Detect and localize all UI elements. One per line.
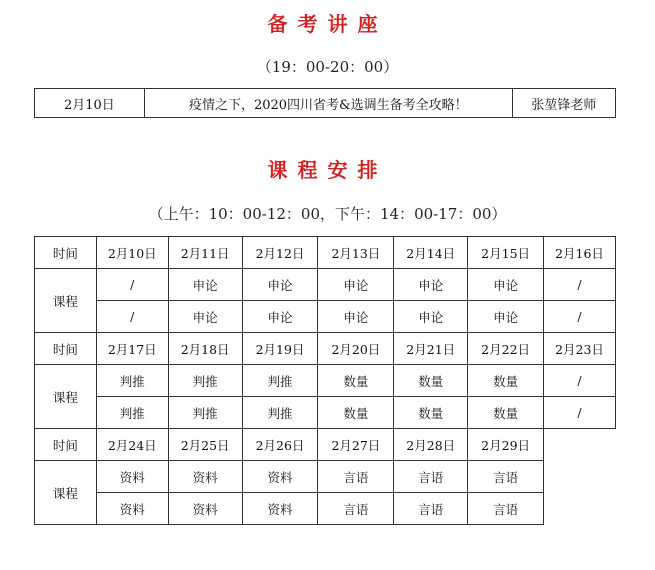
lecture-teacher: 张堃锋老师 xyxy=(512,89,615,118)
date-cell: 2月27日 xyxy=(318,429,394,461)
course-cell: 资料 xyxy=(96,493,168,525)
course-cell: 判推 xyxy=(168,365,242,397)
schedule-date-row xyxy=(35,333,616,365)
time-label: 时间 xyxy=(35,333,97,365)
course-cell: 资料 xyxy=(168,461,242,493)
course-cell: 判推 xyxy=(242,365,318,397)
course-cell: / xyxy=(544,397,616,429)
course-cell: 申论 xyxy=(318,301,394,333)
course-cell: 言语 xyxy=(318,493,394,525)
course-cell: 资料 xyxy=(168,493,242,525)
blank-cell xyxy=(544,429,616,461)
time-label: 时间 xyxy=(35,429,97,461)
course-cell: 申论 xyxy=(242,269,318,301)
lecture-date: 2月10日 xyxy=(35,89,145,118)
lecture-topic: 疫情之下，2020四川省考&选调生备考全攻略！ xyxy=(144,89,512,118)
course-cell: 言语 xyxy=(468,461,544,493)
course-cell: / xyxy=(96,301,168,333)
date-cell: 2月10日 xyxy=(96,237,168,269)
schedule-course-row xyxy=(35,397,616,429)
date-cell: 2月17日 xyxy=(96,333,168,365)
lecture-title: 备考讲座 xyxy=(267,12,388,36)
schedule-course-row xyxy=(35,365,616,397)
course-cell: 言语 xyxy=(394,493,468,525)
date-cell: 2月12日 xyxy=(242,237,318,269)
course-cell: 申论 xyxy=(394,301,468,333)
date-cell: 2月29日 xyxy=(468,429,544,461)
schedule-time: （上午：10：00-12：00，下午：14：00-17：00） xyxy=(148,205,507,223)
schedule-date-row xyxy=(35,429,616,461)
date-cell: 2月18日 xyxy=(168,333,242,365)
course-cell: 数量 xyxy=(394,397,468,429)
course-cell: 申论 xyxy=(168,269,242,301)
schedule-date-row xyxy=(35,237,616,269)
course-cell: 言语 xyxy=(468,493,544,525)
time-label: 时间 xyxy=(35,237,97,269)
course-cell: 判推 xyxy=(168,397,242,429)
schedule-course-row xyxy=(35,461,616,493)
date-cell: 2月14日 xyxy=(394,237,468,269)
course-cell: 申论 xyxy=(242,301,318,333)
course-cell: 数量 xyxy=(318,365,394,397)
course-cell: 判推 xyxy=(242,397,318,429)
course-label: 课程 xyxy=(35,365,97,429)
course-label: 课程 xyxy=(35,461,97,525)
lecture-time: （19：00-20：00） xyxy=(256,58,399,76)
lecture-table xyxy=(34,88,616,118)
schedule-course-row xyxy=(35,301,616,333)
course-cell: 数量 xyxy=(318,397,394,429)
course-cell: 数量 xyxy=(468,365,544,397)
date-cell: 2月21日 xyxy=(394,333,468,365)
schedule-table xyxy=(34,236,616,525)
date-cell: 2月15日 xyxy=(468,237,544,269)
date-cell: 2月11日 xyxy=(168,237,242,269)
schedule-course-row xyxy=(35,493,616,525)
course-cell: 资料 xyxy=(96,461,168,493)
date-cell: 2月16日 xyxy=(544,237,616,269)
course-cell: 申论 xyxy=(168,301,242,333)
course-cell: / xyxy=(96,269,168,301)
course-cell: 申论 xyxy=(468,301,544,333)
course-cell: / xyxy=(544,269,616,301)
schedule-title: 课程安排 xyxy=(267,158,388,182)
course-cell: 言语 xyxy=(318,461,394,493)
course-cell: 判推 xyxy=(96,365,168,397)
course-cell: / xyxy=(544,365,616,397)
blank-cell xyxy=(544,461,616,493)
course-cell: 申论 xyxy=(318,269,394,301)
date-cell: 2月20日 xyxy=(318,333,394,365)
course-cell: 申论 xyxy=(468,269,544,301)
course-cell: 判推 xyxy=(96,397,168,429)
course-cell: 资料 xyxy=(242,493,318,525)
course-cell: 数量 xyxy=(394,365,468,397)
date-cell: 2月24日 xyxy=(96,429,168,461)
date-cell: 2月26日 xyxy=(242,429,318,461)
lecture-row xyxy=(35,89,616,118)
course-cell: 言语 xyxy=(394,461,468,493)
course-cell: 申论 xyxy=(394,269,468,301)
course-cell: 资料 xyxy=(242,461,318,493)
course-label: 课程 xyxy=(35,269,97,333)
blank-cell xyxy=(544,493,616,525)
date-cell: 2月23日 xyxy=(544,333,616,365)
date-cell: 2月19日 xyxy=(242,333,318,365)
course-cell: 数量 xyxy=(468,397,544,429)
date-cell: 2月28日 xyxy=(394,429,468,461)
date-cell: 2月13日 xyxy=(318,237,394,269)
schedule-course-row xyxy=(35,269,616,301)
date-cell: 2月22日 xyxy=(468,333,544,365)
course-cell: / xyxy=(544,301,616,333)
date-cell: 2月25日 xyxy=(168,429,242,461)
